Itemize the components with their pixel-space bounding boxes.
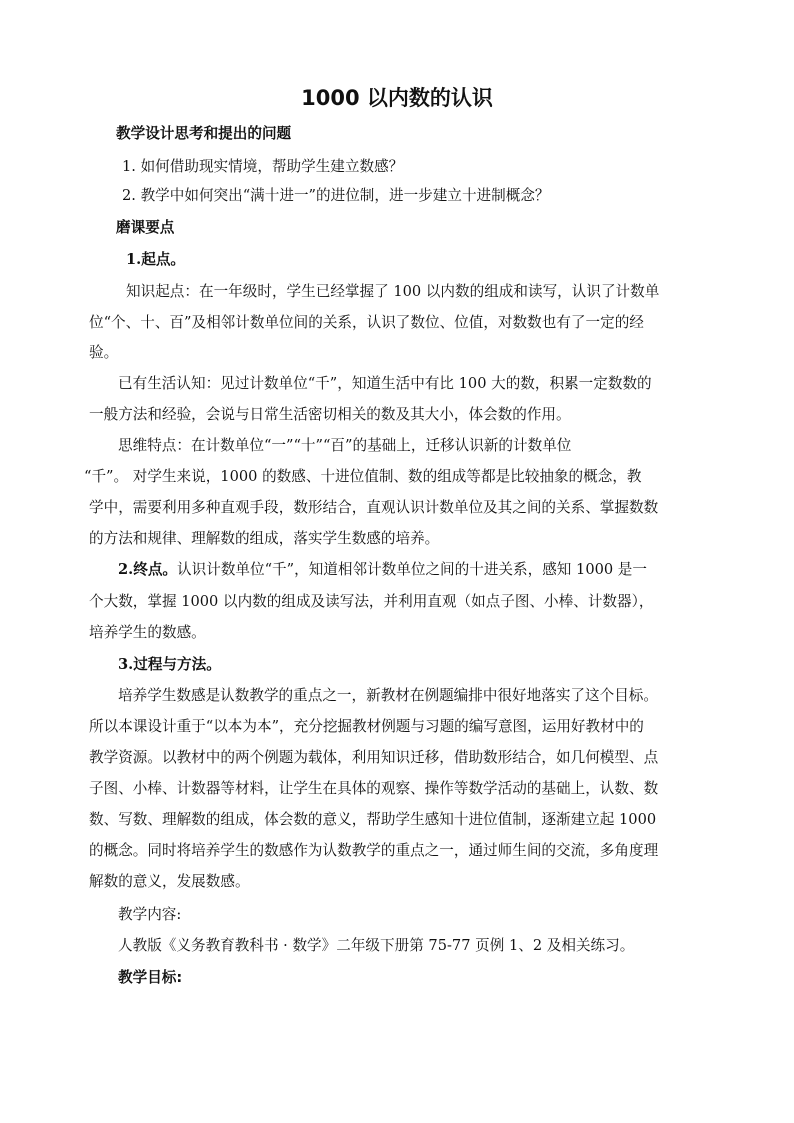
paragraph-life-cognition-line-1: 已有生活认知：见过计数单位“千”，知道生活中有比 100 大的数，积累一定数数的 — [118, 375, 652, 392]
paragraph-knowledge-start-line-3: 验。 — [89, 344, 119, 361]
paragraph-thinking-line-1: 思维特点：在计数单位“一”“十”“百”的基础上，迁移认识新的计数单位 — [118, 437, 572, 454]
document-title: 1000 以内数的认识 — [301, 86, 493, 110]
paragraph-thinking-line-2: “千”。 对学生来说，1000 的数感、十进位值制、数的组成等都是比较抽象的概念，教 — [84, 468, 642, 485]
paragraph-end-point-line-1 — [118, 560, 738, 580]
section-heading-polishing-points: 磨课要点 — [116, 219, 175, 236]
paragraph-knowledge-start-line-2: 位“个、十、百”及相邻计数单位间的关系，认识了数位、位值，对数数也有了一定的经 — [89, 314, 644, 331]
paragraph-thinking-line-4: 的方法和规律、理解数的组成，落实学生数感的培养。 — [89, 530, 440, 547]
question-2: 2. 教学中如何突出“满十进一”的进位制，进一步建立十进制概念？ — [122, 187, 550, 204]
paragraph-end-point-line-2: 个大数，掌握 1000 以内数的组成及读写法，并利用直观（如点子图、小棒、计数器）， — [89, 593, 654, 610]
paragraph-process-line-5: 数、写数、理解数的组成，体会数的意义，帮助学生感知十进位值制，逐渐建立起 1000 — [89, 811, 657, 828]
paragraph-process-line-6: 的概念。同时将培养学生的数感作为认数教学的重点之一，通过师生间的交流，多角度理 — [89, 842, 659, 859]
paragraph-knowledge-start-line-1: 知识起点：在一年级时，学生已经掌握了 100 以内数的组成和读写，认识了计数单 — [126, 283, 660, 300]
end-point-label: 2.终点。 — [118, 561, 178, 578]
process-method-label: 3.过程与方法。 — [118, 656, 221, 673]
teaching-content-label: 教学内容: — [118, 906, 182, 923]
question-1: 1. 如何借助现实情境，帮助学生建立数感？ — [122, 158, 404, 175]
paragraph-end-point-line-3: 培养学生的数感。 — [89, 624, 206, 641]
teaching-content-text: 人教版《义务教育教科书 · 数学》二年级下册第 75-77 页例 1、2 及相关练习。 — [118, 937, 635, 954]
paragraph-process-line-4: 子图、小棒、计数器等材料，让学生在具体的观察、操作等数学活动的基础上，认数、数 — [89, 780, 659, 797]
section-heading-design-thinking: 教学设计思考和提出的问题 — [116, 125, 292, 142]
paragraph-life-cognition-line-2: 一般方法和经验，会说与日常生活密切相关的数及其大小，体会数的作用。 — [89, 406, 571, 423]
paragraph-process-line-2: 所以本课设计重于“以本为本”，充分挖掘教材例题与习题的编写意图，运用好教材中的 — [89, 718, 644, 735]
end-point-text: 认识计数单位“千”，知道相邻计数单位之间的十进关系，感知 1000 是一 — [177, 561, 647, 578]
paragraph-process-line-3: 教学资源。以教材中的两个例题为载体，利用知识迁移，借助数形结合，如几何模型、点 — [89, 749, 659, 766]
paragraph-process-line-1: 培养学生数感是认数教学的重点之一，新教材在例题编排中很好地落实了这个目标。 — [118, 687, 658, 704]
paragraph-thinking-line-3: 学中，需要利用多种直观手段，数形结合，直观认识计数单位及其之间的关系、掌握数数 — [89, 499, 659, 516]
start-point-label: 1.起点。 — [126, 251, 186, 268]
teaching-goals-label: 教学目标: — [118, 969, 183, 986]
paragraph-process-line-7: 解数的意义，发展数感。 — [89, 873, 250, 890]
